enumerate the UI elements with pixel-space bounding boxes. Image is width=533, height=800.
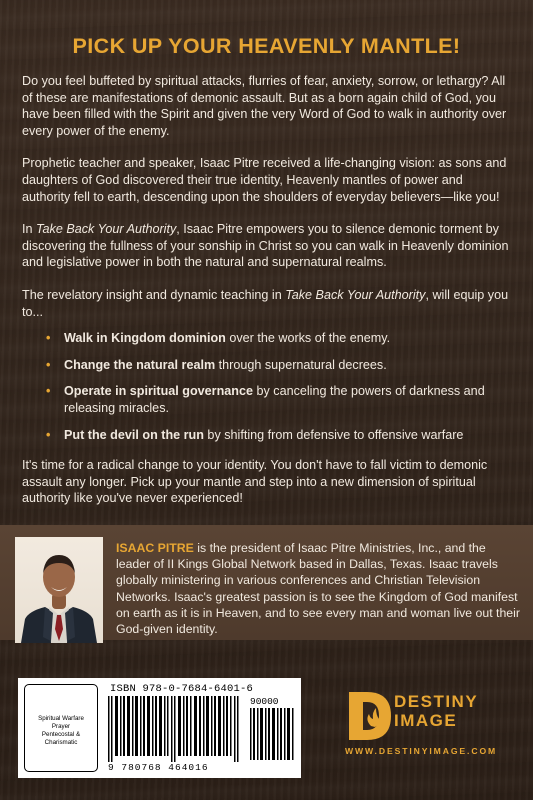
benefit-list [22,330,514,443]
publisher-name: DESTINY IMAGE [394,692,479,730]
book-title: Take Back Your Authority [36,222,177,237]
paragraph-equip: The revelatory insight and dynamic teaching in Take Back Your Authority, will equip you to... [22,287,509,319]
body-copy [22,73,514,523]
list-item: • Walk in Kingdom dominion over the works of the enemy. [46,331,391,346]
paragraph-intro: Do you feel buffeted by spiritual attacks, flurries of fear, anxiety, sorrow, or lethargy? All of these are manifestations of demonic assault. But as a born again child of God, you have been filled with the Spirit and given the very Word of God to walk in authority over every power of the enemy. [22,74,507,138]
list-item: • Change the natural realm through supernatural decrees. [46,357,387,372]
barcode-icon [108,696,248,762]
bullet-icon: • [46,331,51,346]
destiny-image-logo-icon [345,690,393,742]
paragraph-call-to-action: It's time for a radical change to your identity. You don't have to fall victim to demonic assault any longer. Pick up your mantle and step into a new dimension of spiritual authority like you've never experienced! [22,458,488,506]
author-photo [15,537,103,643]
barcode-digits: 9 780768 464016 [108,762,209,773]
author-name: ISAAC PITRE [116,541,194,555]
bullet-icon: • [46,357,51,372]
publisher-url: WWW.DESTINYIMAGE.COM [345,746,498,756]
addon-barcode-icon [250,708,294,760]
author-bio: ISAAC PITRE is the president of Isaac Pitre Ministries, Inc., and the leader of II Kings Global Network based in Dallas, Texas. Isaac travels globally ministering in various conferences and Christian Television Networks. Isaac's greatest passion is to see the Kingdom of God manifest on earth as it is in Heaven, and to see every man and woman live out their God-given identity. [116,541,520,637]
isbn-text: ISBN 978-0-7684-6401-6 [110,683,254,695]
bullet-icon: • [46,427,51,442]
paragraph-book-summary: In Take Back Your Authority, Isaac Pitre empowers you to silence demonic torment by discovering the fullness of your sonship in Christ so you can walk in Heavenly dominion and legislative power in both the natural and supernatural realms. [22,222,509,270]
genre-label: Spiritual Warfare Prayer Pentecostal & Charismatic [24,684,98,772]
barcode-panel [18,678,301,778]
headline: PICK UP YOUR HEAVENLY MANTLE! [72,34,461,58]
book-title: Take Back Your Authority [285,287,426,302]
list-item: • Operate in spiritual governance by canceling the powers of darkness and releasing miracles. [46,384,485,415]
list-item: • Put the devil on the run by shifting from defensive to offensive warfare [46,427,464,442]
price-code: 90000 [250,696,279,707]
bullet-icon: • [46,384,51,399]
paragraph-vision: Prophetic teacher and speaker, Isaac Pitre received a life-changing vision: as sons and daughters of God discovered their true identity, Heavenly mantles of power and authority fell to earth, descending upon the shoulders of everyday believers—like you! [22,156,507,204]
